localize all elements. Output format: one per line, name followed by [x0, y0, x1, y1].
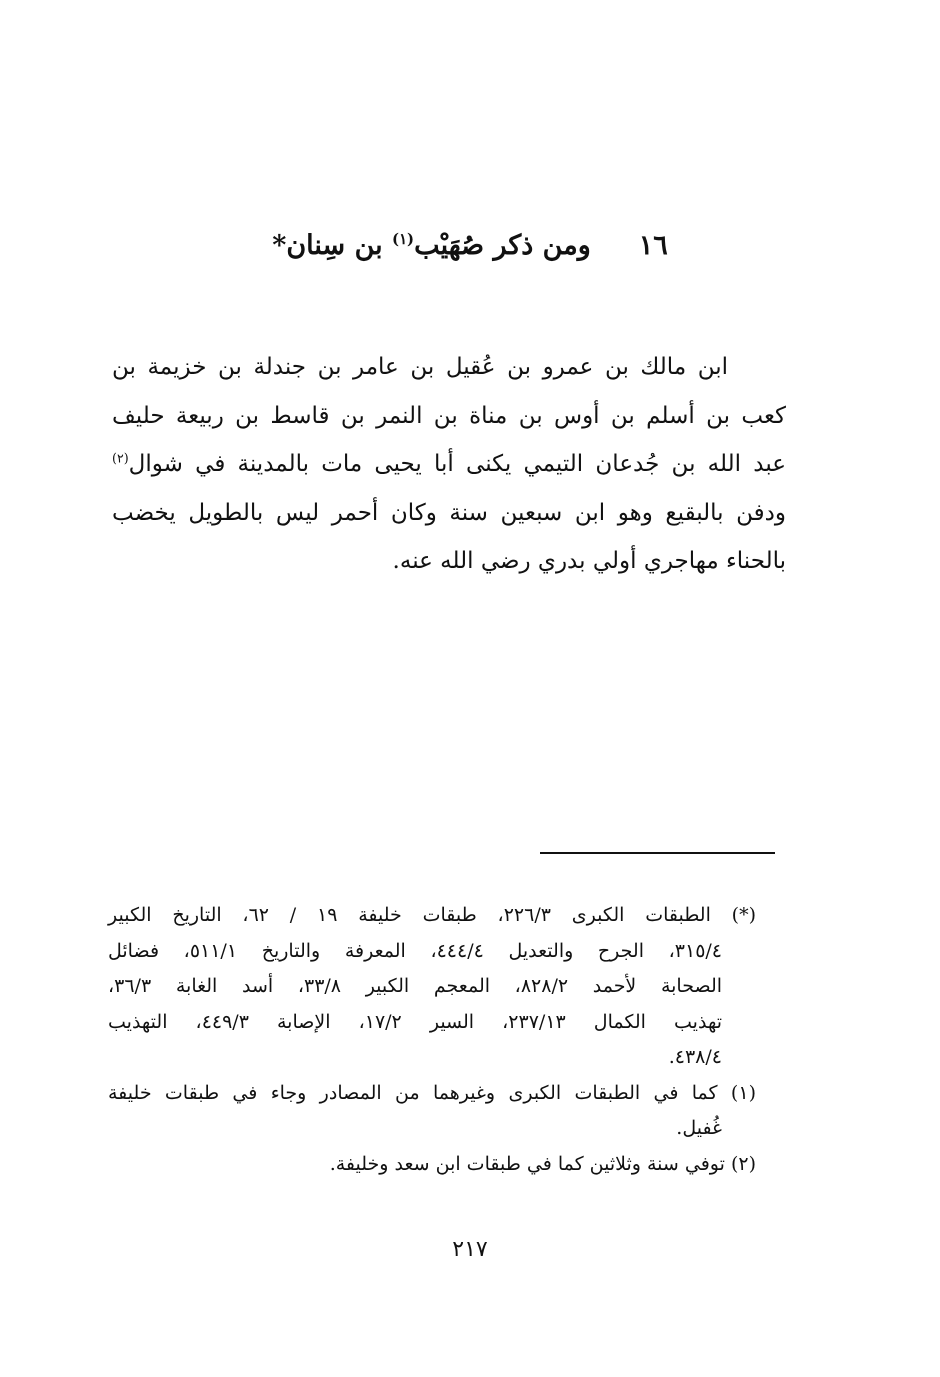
- chapter-heading: [0, 222, 940, 270]
- footnote-line: غُفيل.: [676, 1117, 722, 1139]
- footnote-line: تهذيب الكمال ٢٣٧/١٣، السير ١٧/٢، الإصابة ٤٤٩/٣، التهذيب: [108, 1010, 722, 1033]
- footnote-1: [108, 1076, 756, 1147]
- page-number: ٢١٧: [452, 1237, 488, 1262]
- footnote-line: (١) كما في الطبقات الكبرى وغيرهما من المصادر وجاء في طبقات خليفة: [108, 1081, 756, 1104]
- footnote-line: ٤٣٨/٤.: [668, 1046, 722, 1068]
- body-line: بالحناء مهاجري أولي بدري رضي الله عنه.: [392, 548, 786, 574]
- body-line: كعب بن أسلم بن أوس بن مناة بن النمر بن قاسط بن ربيعة حليف: [112, 402, 786, 429]
- footnote-line: ٣١٥/٤، الجرح والتعديل ٤٤٤/٤، المعرفة والتاريخ ٥١١/١، فضائل: [108, 939, 723, 962]
- chapter-title-part2: بن سِنان*: [272, 230, 393, 261]
- chapter-title-part1: ومن ذكر صُهَيْب: [414, 230, 591, 261]
- footnote-line: (٢) توفي سنة وثلاثين كما في طبقات ابن سعد وخليفة.: [329, 1152, 756, 1175]
- body-line: ابن مالك بن عمرو بن عُقيل بن عامر بن جندلة بن خزيمة بن: [112, 354, 728, 380]
- footnote-2: [108, 1147, 756, 1183]
- footnote-sources: [108, 898, 756, 1076]
- footnote-line: (*) الطبقات الكبرى ٢٢٦/٣، طبقات خليفة ١٩ / ٦٢، التاريخ الكبير: [108, 904, 756, 926]
- footnote-separator: [540, 852, 775, 854]
- body-paragraph: [112, 343, 786, 586]
- footnotes: [108, 898, 756, 1182]
- footnote-line: الصحابة لأحمد ٨٢٨/٢، المعجم الكبير ٣٣/٨، أسد الغابة ٣٦/٣،: [108, 975, 723, 997]
- chapter-number: ١٦: [638, 230, 668, 261]
- body-line: ودفن بالبقيع وهو ابن سبعين سنة وكان أحمر ليس بالطويل يخضب: [112, 499, 786, 526]
- body-line: عبد الله بن جُدعان التيمي يكنى أبا يحيى مات بالمدينة في شوال$^{(٢)}$: [112, 450, 786, 477]
- body-footnote-ref[interactable]: (٢): [112, 450, 129, 466]
- heading-footnote-ref[interactable]: (١): [392, 230, 415, 248]
